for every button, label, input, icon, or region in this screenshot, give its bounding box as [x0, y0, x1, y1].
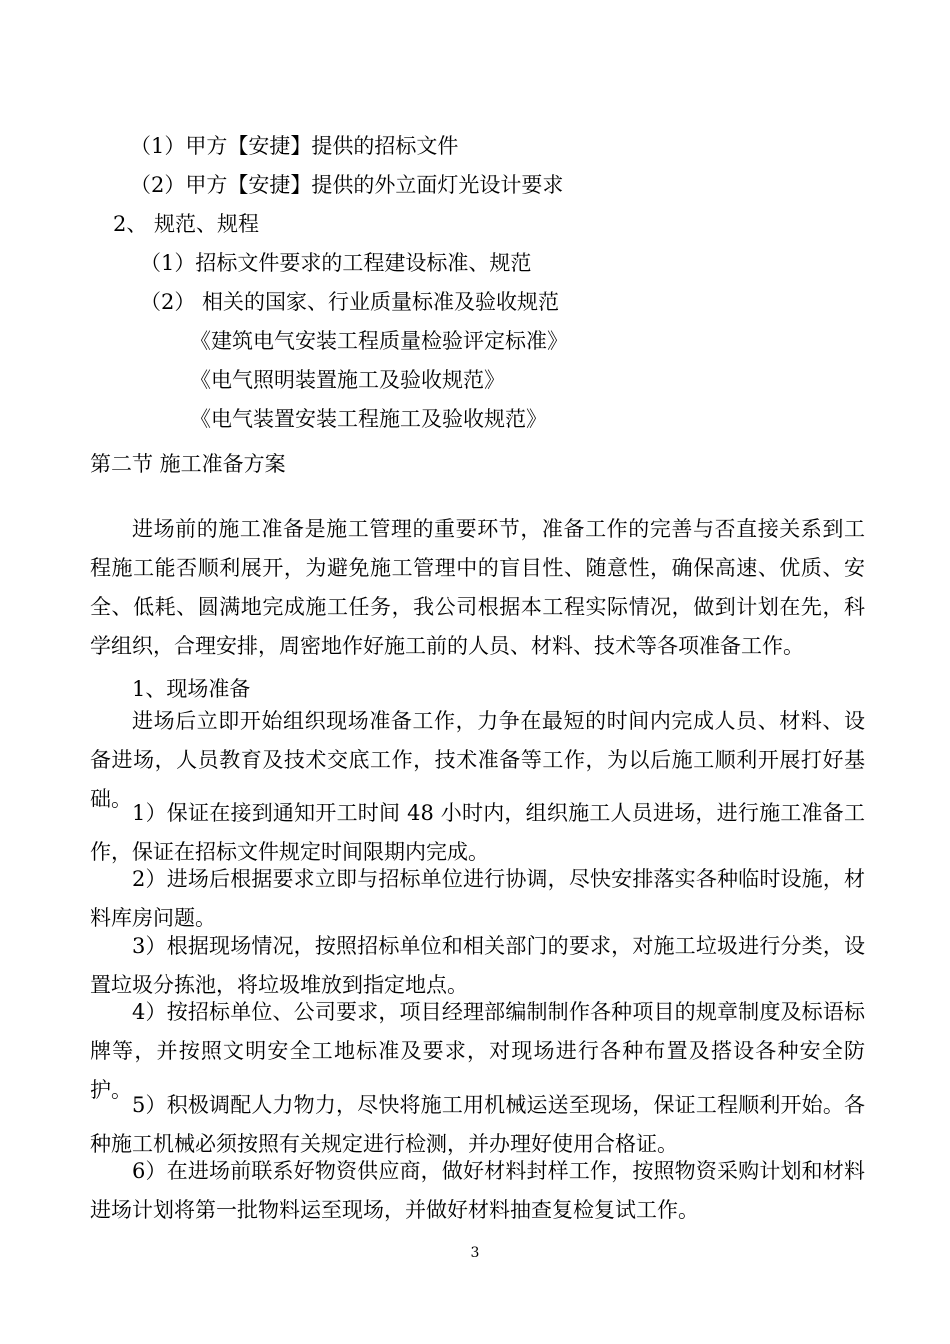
- standards-sub-1: （1）招标文件要求的工程建设标准、规范: [140, 251, 532, 275]
- section-title: 第二节 施工准备方案: [90, 452, 286, 476]
- section-2-title: 2、 规范、规程: [113, 212, 260, 236]
- standard-item: 《电气照明装置施工及验收规范》: [190, 368, 505, 392]
- basis-item-1: （1）甲方【安捷】提供的招标文件: [130, 134, 459, 158]
- page-number: 3: [470, 1245, 480, 1261]
- standard-item: 《电气装置安装工程施工及验收规范》: [190, 407, 547, 431]
- standards-sub-2: （2） 相关的国家、行业质量标准及验收规范: [140, 290, 560, 314]
- standard-item: 《建筑电气安装工程质量检验评定标准》: [190, 329, 568, 353]
- basis-item-2: （2）甲方【安捷】提供的外立面灯光设计要求: [130, 173, 564, 197]
- prep-point-1: 1）保证在接到通知开工时间 48 小时内，组织施工人员进场，进行施工准备工作，保证在招标文件规定时间限期内完成。: [90, 801, 865, 864]
- prep-point-5: 5）积极调配人力物力，尽快将施工用机械运送至现场，保证工程顺利开始。各种施工机械必须按照有关规定进行检测，并办理好使用合格证。: [90, 1093, 865, 1156]
- prep-point-4: 4）按招标单位、公司要求，项目经理部编制制作各种项目的规章制度及标语标牌等，并按照文明安全工地标准及要求，对现场进行各种布置及搭设各种安全防护。: [90, 1000, 865, 1102]
- prep-point-2: 2）进场后根据要求立即与招标单位进行协调，尽快安排落实各种临时设施，材料库房问题。: [90, 867, 865, 930]
- intro-paragraph: 进场前的施工准备是施工管理的重要环节，准备工作的完善与否直接关系到工程施工能否顺利展开，为避免施工管理中的盲目性、随意性，确保高速、优质、安全、低耗、圆满地完成施工任务，我公司根据本工程实际情况，做到计划在先，科学组织，合理安排，周密地作好施工前的人员、材料、技术等各项准备工作。: [90, 517, 865, 658]
- site-prep-title: 1、现场准备: [132, 677, 251, 701]
- site-prep-paragraph: 进场后立即开始组织现场准备工作，力争在最短的时间内完成人员、材料、设备进场，人员教育及技术交底工作，技术准备等工作，为以后施工顺利开展打好基础。: [90, 709, 865, 811]
- prep-point-3: 3）根据现场情况，按照招标单位和相关部门的要求，对施工垃圾进行分类，设置垃圾分拣池，将垃圾堆放到指定地点。: [90, 934, 865, 997]
- prep-point-6: 6）在进场前联系好物资供应商，做好材料封样工作，按照物资采购计划和材料进场计划将第一批物料运至现场，并做好材料抽查复检复试工作。: [90, 1159, 865, 1222]
